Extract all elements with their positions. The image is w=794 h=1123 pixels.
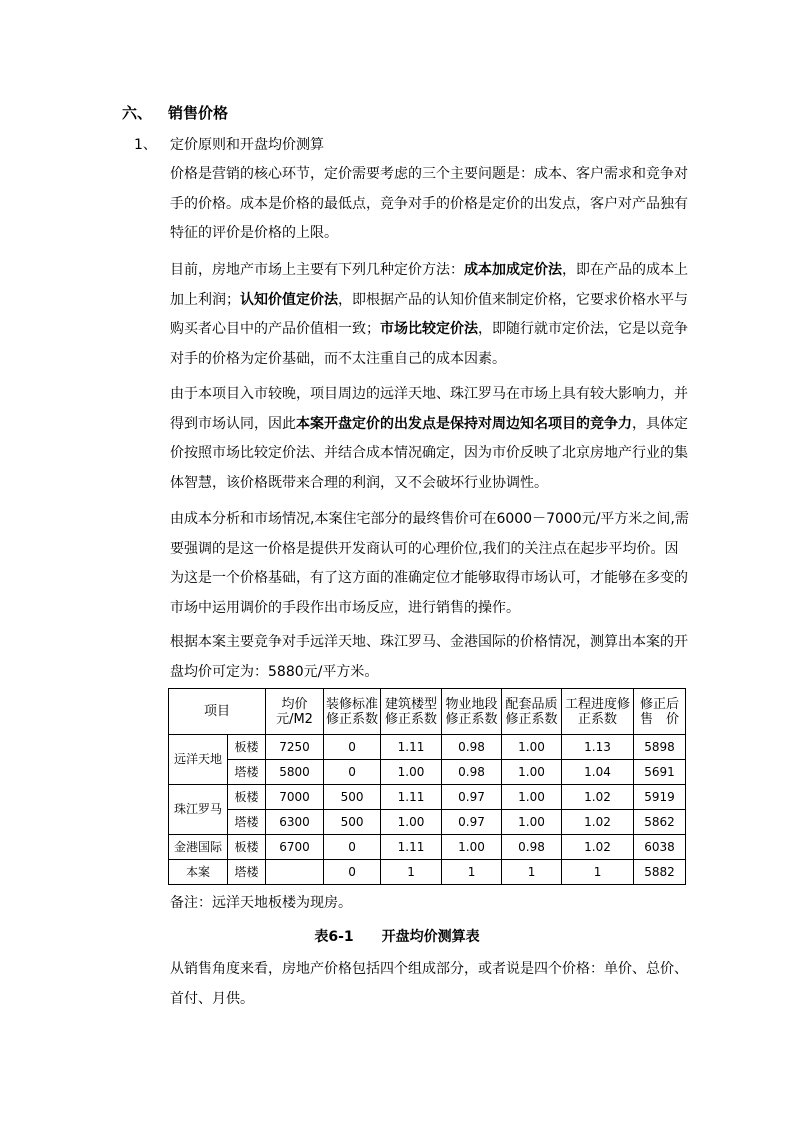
cell-progress: 1.02 <box>562 810 634 835</box>
bold-term-perceived-value: 认知价值定价法 <box>240 291 338 308</box>
cell-project-name: 金港国际 <box>169 835 228 860</box>
cell-adjusted-price: 6038 <box>634 835 686 860</box>
paragraph-pricing-basis <box>170 380 690 498</box>
cell-building-coef: 1.00 <box>381 760 442 785</box>
paragraph-text: 根据本案主要竞争对手远洋天地、珠江罗马、金港国际的价格情况，测算出本案的开盘均价可定为：5880元/平方米。 <box>170 634 688 680</box>
cell-decoration: 500 <box>324 810 381 835</box>
cell-adjusted-price: 5882 <box>634 860 686 885</box>
cell-location: 1 <box>442 860 502 885</box>
table-row <box>169 760 686 785</box>
section-number: 六、 <box>122 104 153 122</box>
cell-building-coef: 1.00 <box>381 810 442 835</box>
opening-price-table <box>168 688 686 885</box>
cell-adjusted-price: 5862 <box>634 810 686 835</box>
table-note: 备注：远洋天地板楼为现房。 <box>170 895 352 911</box>
table-row <box>169 860 686 885</box>
subsection-title: 定价原则和开盘均价测算 <box>170 137 324 153</box>
bold-term-cost-plus: 成本加成定价法 <box>464 262 562 278</box>
cell-project-name: 珠江罗马 <box>169 785 228 835</box>
paragraph-text: 由成本分析和市场情况,本案住宅部分的最终售价可在6000－7000元/平方米之间,需要强调的是这一价格是提供开发商认可的心理价位,我们的关注点在起步平均价。因为这是一个价格基础，有了这方面的准确定位才能够取得市场认可，才能够在多变的市场中运用调价的手段作出市场反应，进行销售的操作。 <box>170 511 689 616</box>
cell-facilities: 1 <box>502 860 562 885</box>
header-progress: 工程进度修正系数 <box>562 689 634 735</box>
text-run: 由于本项目入市较晚，项目周边的远洋天地、珠江罗马在市场上具有较大影响力，并得到市场认同，因此 <box>170 386 688 432</box>
table-caption <box>0 926 794 946</box>
table-header-row <box>169 689 686 735</box>
cell-building-type: 板楼 <box>228 785 266 810</box>
subsection-heading <box>134 134 324 154</box>
cell-avg-price: 7000 <box>266 785 324 810</box>
paragraph-price-range <box>170 505 690 623</box>
text-run: ，即在产品的成本上加上利润； <box>170 262 688 308</box>
paragraph-text: 价格是营销的核心环节，定价需要考虑的三个主要问题是：成本、客户需求和竞争对手的价格。成本是价格的最低点，竞争对手的价格是定价的出发点，客户对产品独有特征的评价是价格的上限。 <box>170 166 688 241</box>
paragraph-text <box>170 380 690 498</box>
caption-number: 表6-1 <box>314 929 354 945</box>
subsection-number: 1、 <box>134 137 157 153</box>
cell-building-coef: 1 <box>381 860 442 885</box>
section-heading <box>122 102 228 123</box>
cell-building-coef: 1.11 <box>381 785 442 810</box>
cell-facilities: 1.00 <box>502 785 562 810</box>
cell-location: 0.98 <box>442 760 502 785</box>
cell-decoration: 0 <box>324 760 381 785</box>
cell-decoration: 0 <box>324 735 381 760</box>
cell-progress: 1.13 <box>562 735 634 760</box>
header-project: 项目 <box>169 689 266 735</box>
cell-location: 0.98 <box>442 735 502 760</box>
cell-progress: 1.04 <box>562 760 634 785</box>
cell-progress: 1 <box>562 860 634 885</box>
paragraph-text <box>170 256 690 374</box>
cell-building-type: 板楼 <box>228 835 266 860</box>
cell-progress: 1.02 <box>562 785 634 810</box>
header-avg-price: 均价元/M2 <box>266 689 324 735</box>
section-title: 销售价格 <box>168 104 229 122</box>
cell-decoration: 0 <box>324 860 381 885</box>
cell-avg-price: 6700 <box>266 835 324 860</box>
cell-project-name: 本案 <box>169 860 228 885</box>
bold-term-market-comparison: 市场比较定价法 <box>380 321 478 337</box>
cell-decoration: 0 <box>324 835 381 860</box>
header-adjusted: 修正后售 价 <box>634 689 686 735</box>
cell-decoration: 500 <box>324 785 381 810</box>
cell-building-coef: 1.11 <box>381 835 442 860</box>
cell-building-type: 塔楼 <box>228 810 266 835</box>
cell-adjusted-price: 5919 <box>634 785 686 810</box>
cell-facilities: 1.00 <box>502 735 562 760</box>
cell-building-type: 板楼 <box>228 735 266 760</box>
table-row <box>169 835 686 860</box>
cell-building-coef: 1.11 <box>381 735 442 760</box>
header-facilities: 配套品质修正系数 <box>502 689 562 735</box>
table-row <box>169 735 686 760</box>
cell-facilities: 1.00 <box>502 760 562 785</box>
table-row <box>169 785 686 810</box>
paragraph-text: 从销售角度来看，房地产价格包括四个组成部分，或者说是四个价格：单价、总价、首付、月供。 <box>170 961 688 1007</box>
paragraph-price-components <box>170 955 690 1014</box>
cell-location: 1.00 <box>442 835 502 860</box>
header-decoration: 装修标准修正系数 <box>324 689 381 735</box>
paragraph-opening-price <box>170 628 690 687</box>
paragraph-pricing-methods <box>170 256 690 374</box>
cell-project-name: 远洋天地 <box>169 735 228 785</box>
header-location: 物业地段修正系数 <box>442 689 502 735</box>
text-run: ，即随行就市定价法，它是以竞争对手的价格为定价基础，而不太注重自己的成本因素。 <box>170 321 688 367</box>
cell-building-type: 塔楼 <box>228 760 266 785</box>
text-run: ，具体定价按照市场比较定价法、并结合成本情况确定，因为市价反映了北京房地产行业的集体智慧，该价格既带来合理的利润，又不会破坏行业协调性。 <box>170 415 688 491</box>
text-run: ，即根据产品的认知价值来制定价格，它要求价格水平与购买者心目中的产品价值相一致； <box>170 291 688 337</box>
cell-avg-price: 7250 <box>266 735 324 760</box>
header-building-type: 建筑楼型修正系数 <box>381 689 442 735</box>
cell-adjusted-price: 5691 <box>634 760 686 785</box>
cell-adjusted-price: 5898 <box>634 735 686 760</box>
cell-location: 0.97 <box>442 785 502 810</box>
text-run: 目前，房地产市场上主要有下列几种定价方法： <box>170 262 464 278</box>
table-body <box>169 735 686 885</box>
cell-location: 0.97 <box>442 810 502 835</box>
cell-progress: 1.02 <box>562 835 634 860</box>
cell-avg-price: 5800 <box>266 760 324 785</box>
cell-avg-price <box>266 860 324 885</box>
paragraph-pricing-intro <box>170 160 690 249</box>
table-row <box>169 810 686 835</box>
cell-facilities: 0.98 <box>502 835 562 860</box>
bold-statement: 本案开盘定价的出发点是保持对周边知名项目的竞争力 <box>296 415 632 432</box>
cell-building-type: 塔楼 <box>228 860 266 885</box>
caption-title: 开盘均价测算表 <box>381 929 480 945</box>
cell-facilities: 1.00 <box>502 810 562 835</box>
cell-avg-price: 6300 <box>266 810 324 835</box>
